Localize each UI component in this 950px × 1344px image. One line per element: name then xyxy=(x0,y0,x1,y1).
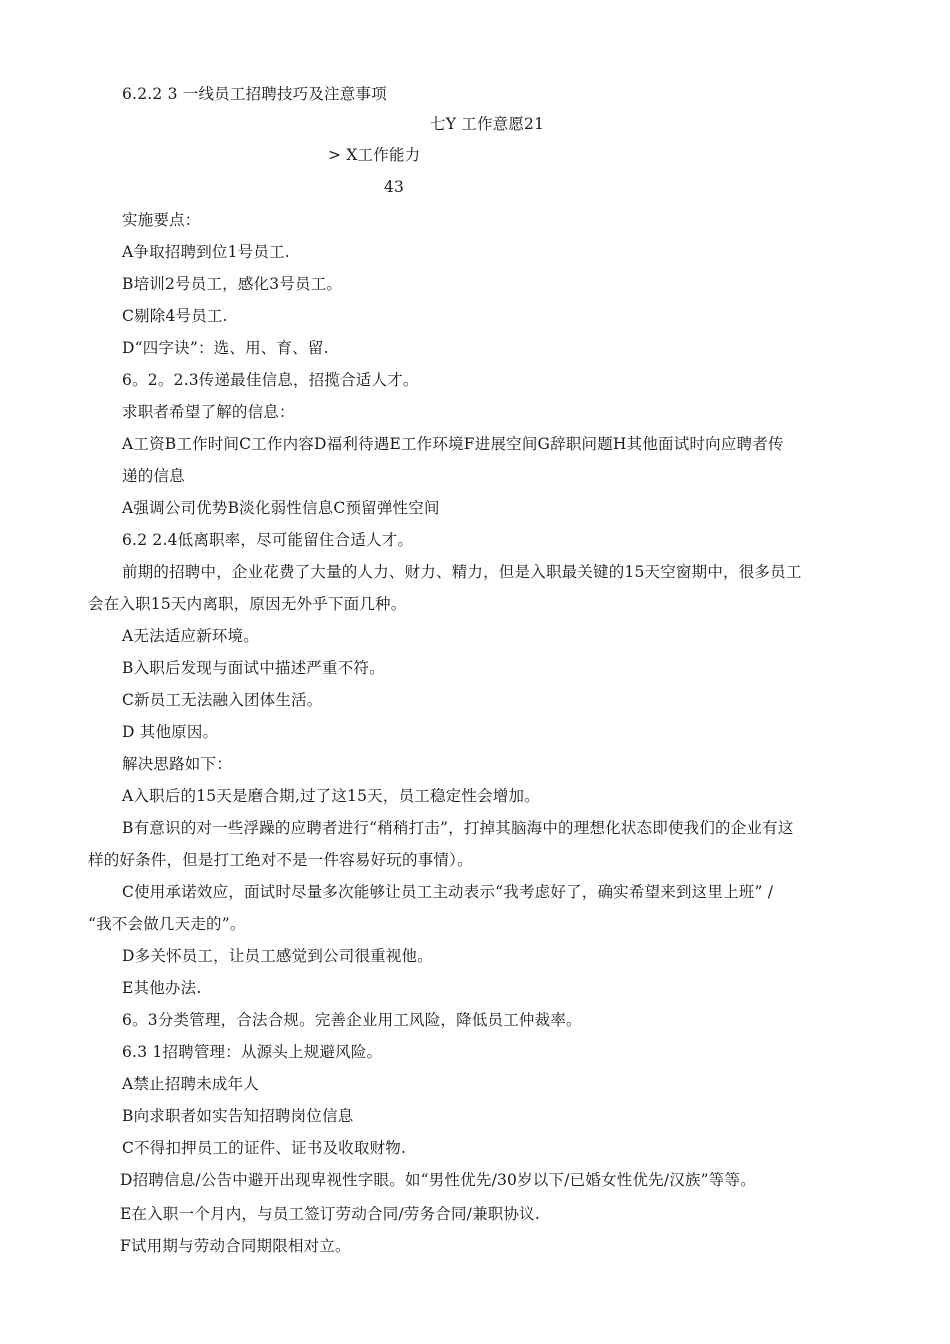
list-item: B培训2号员工，感化3号员工。 xyxy=(122,275,343,293)
list-item: C使用承诺效应，面试时尽量多次能够让员工主动表示“我考虑好了，确实希望来到这里上班” / xyxy=(122,883,774,901)
list-item: B入职后发现与面试中描述严重不符。 xyxy=(122,659,385,677)
section-heading-6-2-2-3: 6.2.2 3 一线员工招聘技巧及注意事项 xyxy=(122,85,387,103)
list-item: A入职后的15天是磨合期,过了这15天，员工稳定性会增加。 xyxy=(122,787,540,805)
list-item: D多关怀员工，让员工感觉到公司很重视他。 xyxy=(122,947,433,965)
list-item: B有意识的对一些浮躁的应聘者进行“稍稍打击”，打掉其脑海中的理想化状态即使我们的企业有这 xyxy=(122,819,794,837)
list-item: A争取招聘到位1号员工. xyxy=(122,243,290,261)
list-item: A强调公司优势B淡化弱性信息C预留弹性空间 xyxy=(122,499,440,517)
list-item: C新员工无法融入团体生活。 xyxy=(122,691,323,709)
paragraph-line: 解决思路如下： xyxy=(122,755,232,773)
list-item: D 其他原因。 xyxy=(122,723,219,741)
list-item: A无法适应新环境。 xyxy=(122,627,259,645)
list-item: D招聘信息/公告中避开出现卑视性字眼。如“男性优先/30岁以下/已婚女性优先/汉族”等等。 xyxy=(120,1171,756,1189)
diagram-label-work-willingness: 七Y 工作意愿21 xyxy=(430,115,545,133)
list-item: C剔除4号员工. xyxy=(122,307,228,325)
diagram-label-work-ability: > X工作能力 xyxy=(328,146,421,164)
section-heading-6-3-1: 6.3 1招聘管理：从源头上规避风险。 xyxy=(122,1043,383,1061)
list-item: E在入职一个月内，与员工签订劳动合同/劳务合同/兼职协议. xyxy=(120,1205,540,1223)
section-heading-6-2-2-3b: 6。2。2.3传递最佳信息，招揽合适人才。 xyxy=(122,371,419,389)
list-item: F试用期与劳动合同期限相对立。 xyxy=(120,1237,351,1255)
paragraph-line: A工资B工作时间C工作内容D福利待遇E工作环境F进展空间G辞职问题H其他面试时向应聘者传 xyxy=(122,435,784,453)
list-item: D“四字诀”：选、用、育、留. xyxy=(122,339,329,357)
paragraph-line: 求职者希望了解的信息： xyxy=(122,403,295,421)
diagram-label-quadrants: 43 xyxy=(384,178,405,196)
list-item-continuation: “我不会做几天走的”。 xyxy=(88,915,246,933)
section-heading-6-3: 6。3分类管理，合法合规。完善企业用工风险，降低员工仲裁率。 xyxy=(122,1011,582,1029)
list-item: A禁止招聘未成年人 xyxy=(122,1075,259,1093)
paragraph-line: 递的信息 xyxy=(122,467,185,485)
section-heading-6-2-2-4: 6.2 2.4低离职率，尽可能留住合适人才。 xyxy=(122,531,414,549)
list-item-continuation: 样的好条件，但是打工绝对不是一件容易好玩的事情）。 xyxy=(88,851,473,869)
paragraph-line: 会在入职15天内离职，原因无外乎下面几种。 xyxy=(88,595,407,613)
paragraph-line: 前期的招聘中，企业花费了大量的人力、财力、精力，但是入职最关键的15天空窗期中，很多员工 xyxy=(122,563,802,581)
list-item: C不得扣押员工的证件、证书及收取财物. xyxy=(122,1139,407,1157)
list-item: B向求职者如实告知招聘岗位信息 xyxy=(122,1107,354,1125)
paragraph-line: 实施要点： xyxy=(122,211,201,229)
list-item: E其他办法. xyxy=(122,979,202,997)
